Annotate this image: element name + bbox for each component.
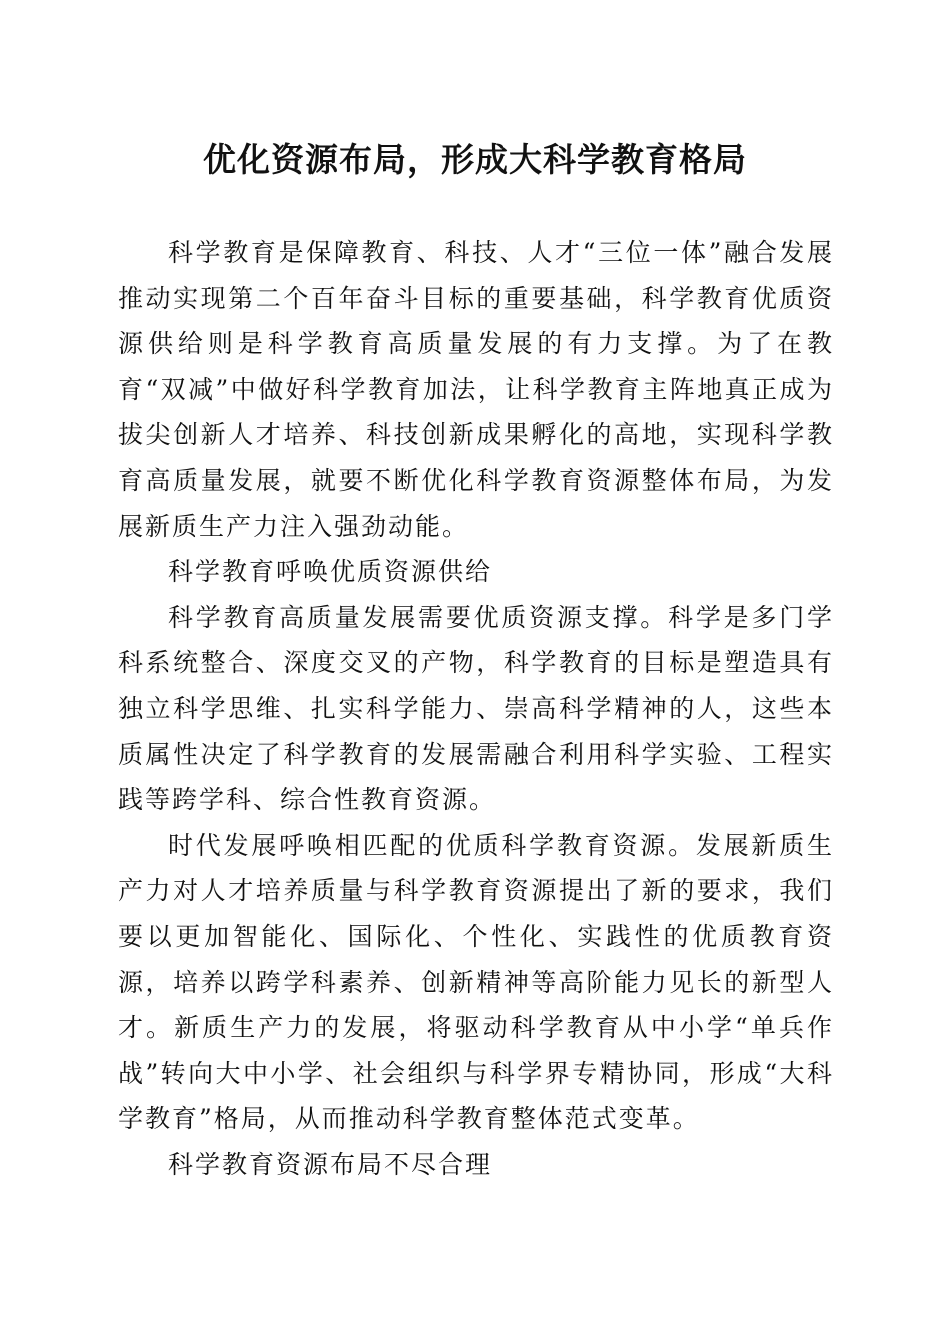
document-title: 优化资源布局，形成大科学教育格局 bbox=[203, 140, 747, 179]
paragraph-intro: 科学教育是保障教育、科技、人才“三位一体”融合发展推动实现第二个百年奋斗目标的重要基础，科学教育优质资源供给则是科学教育高质量发展的有力支撑。为了在教育“双减”中做好科学教育加法，让科学教育主阵地真正成为拔尖创新人才培养、科技创新成果孵化的高地，实现科学教育高质量发展，就要不断优化科学教育资源整体布局，为发展新质生产力注入强劲动能。 bbox=[118, 238, 834, 541]
document-body bbox=[118, 230, 834, 1187]
section-heading-supply: 科学教育呼唤优质资源供给 bbox=[168, 557, 493, 587]
paragraph-quality-resources: 科学教育高质量发展需要优质资源支撑。科学是多门学科系统整合、深度交叉的产物，科学教育的目标是塑造具有独立科学思维、扎实科学能力、崇高科学精神的人，这些本质属性决定了科学教育的发展需融合利用科学实验、工程实践等跨学科、综合性教育资源。 bbox=[118, 602, 834, 815]
section-heading-layout: 科学教育资源布局不尽合理 bbox=[168, 1149, 493, 1179]
paragraph-era-development: 时代发展呼唤相匹配的优质科学教育资源。发展新质生产力对人才培养质量与科学教育资源提出了新的要求，我们要以更加智能化、国际化、个性化、实践性的优质教育资源，培养以跨学科素养、创新精神等高阶能力见长的新型人才。新质生产力的发展，将驱动科学教育从中小学“单兵作战”转向大中小学、社会组织与科学界专精协同，形成“大科学教育”格局，从而推动科学教育整体范式变革。 bbox=[118, 830, 834, 1134]
